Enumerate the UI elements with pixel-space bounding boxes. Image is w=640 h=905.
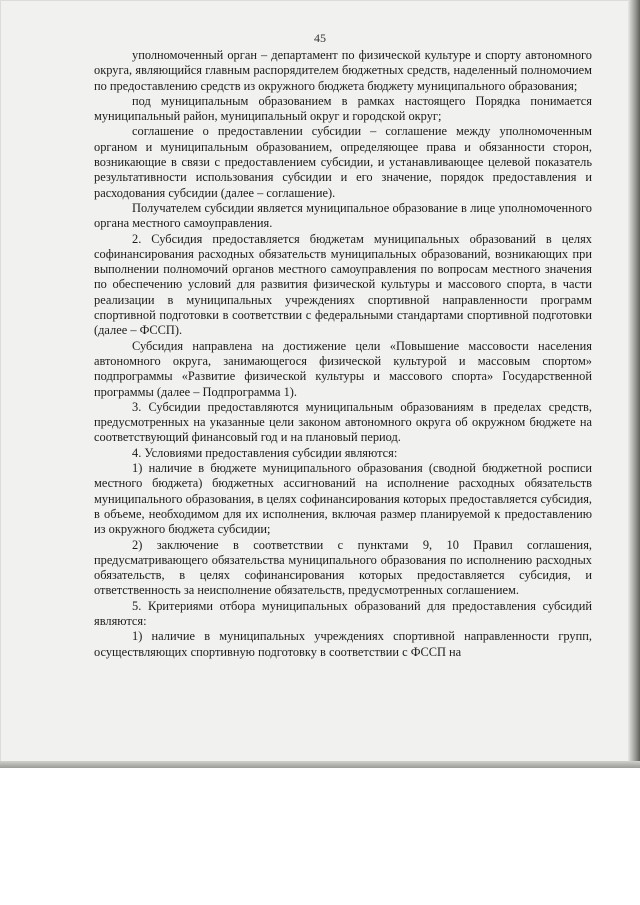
paragraph-recipient: Получателем субсидии является муниципальное образование в лице уполномоченного органа местного самоуправления. (94, 200, 592, 231)
paragraph-clause-5: 5. Критериями отбора муниципальных образований для предоставления субсидий являются: (94, 598, 592, 628)
paragraph-clause-4: 4. Условиями предоставления субсидии являются: (132, 445, 398, 460)
page-number: 45 (314, 31, 326, 45)
paragraph-agreement-definition: соглашение о предоставлении субсидии – соглашение между уполномоченным органом и муниципальным образованием, определяющее права и обязанности сторон, возникающие в связи с предоставлением субсидии, и устанавливающее целевой показатель результативности использования субсидии и его значение, порядок предоставления и расходования субсидии (далее – соглашение). (94, 124, 592, 200)
scan-edge-bottom (0, 761, 640, 768)
paragraph-condition-2: 2) заключение в соответствии с пунктами 9, 10 Правил соглашения, предусматривающего обязательства муниципального образования по исполнению расходных обязательств, в целях софинансирования которых предоставляется субсидия, и ответственность за неисполнение обязательств, предусмотренных соглашением. (94, 537, 592, 598)
scan-edge-right (628, 0, 640, 768)
paragraph-clause-2: 2. Субсидия предоставляется бюджетам муниципальных образований в целях софинансирования расходных обязательств муниципальных образований, возникающих при выполнении полномочий органов местного самоуправления по вопросам местного значения по обеспечению условий для развития физической культуры и массового спорта, в части реализации в муниципальных учреждениях спортивной направленности программ спортивной подготовки в соответствии с федеральными стандартами спортивной подготовки (далее – ФССП). (94, 231, 592, 338)
paragraph-condition-1: 1) наличие в бюджете муниципального образования (сводной бюджетной росписи местного бюджета) бюджетных ассигнований на исполнение расходных обязательств муниципального образования, в целях софинансирования которых предоставляется субсидия, в объеме, необходимом для их исполнения, включая размер планируемой к предоставлению из окружного бюджета субсидии; (94, 461, 592, 537)
paragraph-authorized-body: уполномоченный орган – департамент по физической культуре и спорту автономного округа, являющийся главным распорядителем бюджетных средств, наделенный полномочием по предоставлению средств из окружного бюджета бюджету муниципального образования; (94, 48, 592, 93)
document-body (94, 48, 592, 660)
paragraph-clause-3: 3. Субсидии предоставляются муниципальным образованиям в пределах средств, предусмотренных на указанные цели законом автономного округа об окружном бюджете на соответствующий финансовый год и на плановый период. (94, 399, 592, 445)
paragraph-subsidy-goal: Субсидия направлена на достижение цели «Повышение массовости населения автономного округа, занимающегося физической культурой и массовым спортом» подпрограммы «Развитие физической культуры и массового спорта» Государственной программы (далее – Подпрограмма 1). (94, 338, 592, 399)
paragraph-municipality-definition: под муниципальным образованием в рамках настоящего Порядка понимается муниципальный район, муниципальный округ и городской округ; (94, 93, 592, 124)
paragraph-criterion-1: 1) наличие в муниципальных учреждениях спортивной направленности групп, осуществляющих спортивную подготовку в соответствии с ФССП на (94, 629, 592, 659)
